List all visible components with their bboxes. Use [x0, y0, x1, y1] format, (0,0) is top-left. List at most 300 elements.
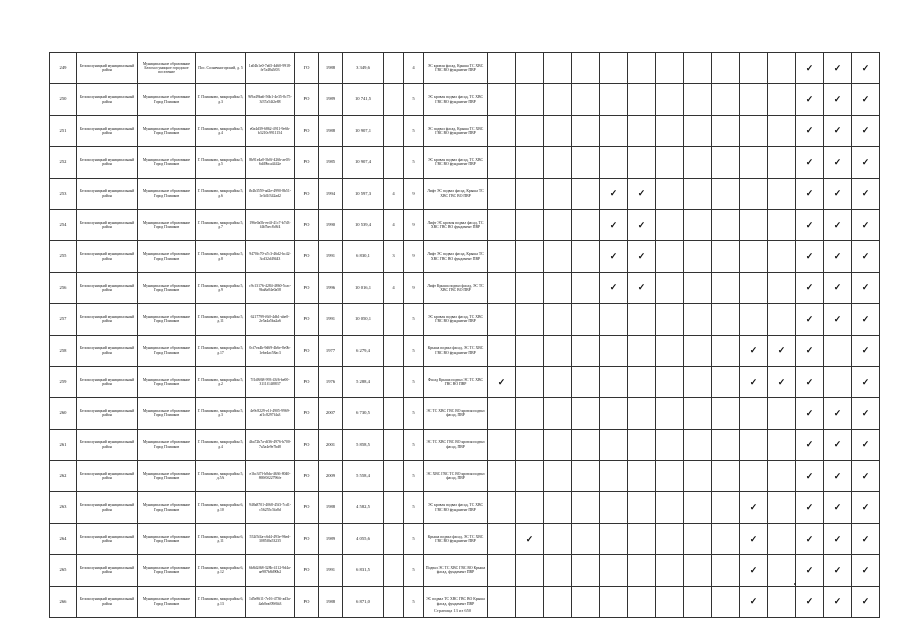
empty-work-cell	[684, 366, 712, 397]
row-number: 249	[50, 53, 77, 84]
floors-cell: 5	[404, 335, 424, 366]
empty-work-cell	[768, 492, 796, 523]
district-cell: Белохолуницкий муниципальный район	[77, 115, 138, 146]
address-cell: Г. Плишково, микрорайон 5, д.2	[196, 366, 246, 397]
empty-work-cell	[544, 461, 572, 492]
entrances-cell	[384, 461, 404, 492]
entrances-cell: 4	[384, 178, 404, 209]
empty-work-cell	[544, 147, 572, 178]
check-mark-icon: ✓	[824, 461, 852, 492]
empty-work-cell	[712, 178, 740, 209]
works-cell: ЭС кровля подвал фасад, ТС ХВС ГВС ВО фундамент ПВР	[424, 492, 488, 523]
check-mark-icon: ✓	[824, 429, 852, 460]
empty-work-cell	[712, 461, 740, 492]
empty-work-cell	[544, 209, 572, 240]
empty-work-cell	[600, 53, 628, 84]
empty-work-cell	[572, 398, 600, 429]
empty-work-cell	[740, 461, 768, 492]
empty-work-cell	[656, 335, 684, 366]
check-mark-icon: ✓	[796, 209, 824, 240]
floors-cell: 9	[404, 272, 424, 303]
empty-work-cell	[656, 241, 684, 272]
empty-work-cell	[544, 241, 572, 272]
check-mark-icon: ✓	[768, 366, 796, 397]
area-cell: 10 907,4	[343, 147, 384, 178]
empty-work-cell	[768, 429, 796, 460]
address-cell: Г. Плишково, микрорайон 5, д.3	[196, 84, 246, 115]
empty-work-cell	[628, 461, 656, 492]
empty-work-cell	[544, 429, 572, 460]
check-mark-icon: ✓	[796, 523, 824, 554]
settlement-cell: Муниципальное образование Город Плишков	[138, 492, 196, 523]
empty-work-cell	[768, 461, 796, 492]
table-row	[50, 492, 880, 523]
floors-cell: 5	[404, 398, 424, 429]
works-cell: Лифт ЭС подвал фасад, Крыша ТС ХВС ГВС ВО ПВР	[424, 178, 488, 209]
area-cell: 6 831,5	[343, 555, 384, 586]
tsk-cell: РО	[295, 304, 319, 335]
empty-work-cell	[600, 335, 628, 366]
row-number: 253	[50, 178, 77, 209]
works-cell: Лифт ЭС кровля подвал фасад, ТС ХВС ГВС ВО фундамент ПВР	[424, 209, 488, 240]
empty-work-cell	[712, 84, 740, 115]
floors-cell: 5	[404, 492, 424, 523]
address-cell: Г. Плишково, микрорайон 6, д.13	[196, 586, 246, 617]
empty-work-cell	[712, 147, 740, 178]
check-mark-icon: ✓	[796, 461, 824, 492]
area-cell: 4 055,6	[343, 523, 384, 554]
empty-work-cell	[488, 304, 516, 335]
check-mark-icon: ✓	[852, 461, 880, 492]
check-mark-icon: ✓	[824, 398, 852, 429]
empty-work-cell	[628, 304, 656, 335]
empty-work-cell	[628, 366, 656, 397]
area-cell: 4 582,5	[343, 492, 384, 523]
empty-work-cell	[516, 53, 544, 84]
settlement-cell: Муниципальное образование Город Плишков	[138, 366, 196, 397]
empty-work-cell	[712, 492, 740, 523]
empty-work-cell	[684, 209, 712, 240]
settlement-cell: Муниципальное образование Город Плишков	[138, 272, 196, 303]
year-cell: 1994	[319, 178, 343, 209]
address-cell: Пос. Солнечногорский, д. 5	[196, 53, 246, 84]
district-cell: Белохолуницкий муниципальный район	[77, 335, 138, 366]
tsk-cell: РО	[295, 586, 319, 617]
row-number: 255	[50, 241, 77, 272]
check-mark-icon: ✓	[824, 147, 852, 178]
tsk-cell: РО	[295, 272, 319, 303]
empty-work-cell	[768, 209, 796, 240]
district-cell: Белохолуницкий муниципальный район	[77, 461, 138, 492]
empty-work-cell	[516, 398, 544, 429]
empty-work-cell	[544, 304, 572, 335]
empty-work-cell	[712, 366, 740, 397]
empty-work-cell	[628, 147, 656, 178]
address-cell: Г. Плишково, микрорайон 5, д.5А	[196, 461, 246, 492]
check-mark-icon: ✓	[796, 84, 824, 115]
entrances-cell	[384, 429, 404, 460]
empty-work-cell	[628, 429, 656, 460]
uid-cell: 196e0a5b-ee4f-41c7-b7d3-f4b7bec8c8f4	[246, 209, 295, 240]
check-mark-icon: ✓	[824, 84, 852, 115]
tsk-cell: РО	[295, 209, 319, 240]
district-cell: Белохолуницкий муниципальный район	[77, 147, 138, 178]
empty-work-cell	[516, 115, 544, 146]
check-mark-icon: ✓	[796, 366, 824, 397]
check-mark-icon: ✓	[824, 555, 852, 586]
empty-work-cell	[600, 84, 628, 115]
empty-work-cell	[544, 272, 572, 303]
empty-work-cell	[516, 209, 544, 240]
check-mark-icon: ✓	[852, 53, 880, 84]
settlement-cell: Муниципальное образование Город Плишков	[138, 335, 196, 366]
entrances-cell	[384, 398, 404, 429]
floors-cell: 5	[404, 147, 424, 178]
empty-work-cell	[656, 304, 684, 335]
empty-work-cell	[572, 147, 600, 178]
check-mark-icon: ✓	[488, 366, 516, 397]
district-cell: Белохолуницкий муниципальный район	[77, 209, 138, 240]
check-mark-icon: ✓	[852, 178, 880, 209]
address-cell: Г. Плишково, микрорайон 5, д.17	[196, 335, 246, 366]
year-cell: 1977	[319, 335, 343, 366]
empty-work-cell	[488, 272, 516, 303]
table-row	[50, 53, 880, 84]
uid-cell: 8b91e4a0-5b0f-426b-ae03-6d49bca4442e	[246, 147, 295, 178]
table-row	[50, 84, 880, 115]
empty-work-cell	[712, 398, 740, 429]
check-mark-icon: ✓	[628, 178, 656, 209]
area-cell: 5 288,4	[343, 366, 384, 397]
empty-work-cell	[628, 115, 656, 146]
empty-work-cell	[712, 115, 740, 146]
empty-work-cell	[600, 461, 628, 492]
check-mark-icon: ✓	[796, 555, 824, 586]
check-mark-icon: ✓	[852, 147, 880, 178]
settlement-cell: Муниципальное образование Город Плишков	[138, 461, 196, 492]
empty-work-cell	[572, 366, 600, 397]
settlement-cell: Муниципальное образование Город Плишков	[138, 398, 196, 429]
empty-work-cell	[684, 304, 712, 335]
table-row	[50, 335, 880, 366]
check-mark-icon: ✓	[796, 304, 824, 335]
empty-work-cell	[516, 304, 544, 335]
empty-work-cell	[572, 492, 600, 523]
empty-work-cell	[544, 178, 572, 209]
check-mark-icon: ✓	[628, 241, 656, 272]
empty-work-cell	[600, 555, 628, 586]
empty-work-cell	[488, 84, 516, 115]
empty-work-cell	[740, 53, 768, 84]
empty-work-cell	[768, 178, 796, 209]
district-cell: Белохолуницкий муниципальный район	[77, 366, 138, 397]
table-body	[50, 53, 880, 618]
address-cell: Г. Плишково, микрорайон 5, д.7	[196, 209, 246, 240]
year-cell: 2009	[319, 461, 343, 492]
empty-work-cell	[544, 84, 572, 115]
uid-cell: 948a8701-4068-45f3-7cd1-c56255c5fa8d	[246, 492, 295, 523]
empty-work-cell	[516, 178, 544, 209]
entrances-cell	[384, 53, 404, 84]
empty-work-cell	[684, 272, 712, 303]
check-mark-icon: ✓	[824, 272, 852, 303]
empty-work-cell	[516, 461, 544, 492]
uid-cell: e1bc3f7f-b8da-4636-8040-869f0f22796fe	[246, 461, 295, 492]
district-cell: Белохолуницкий муниципальный район	[77, 272, 138, 303]
check-mark-icon: ✓	[796, 335, 824, 366]
check-mark-icon: ✓	[852, 115, 880, 146]
settlement-cell: Муниципальное образование Город Плишков	[138, 209, 196, 240]
check-mark-icon: ✓	[796, 147, 824, 178]
empty-work-cell	[740, 272, 768, 303]
empty-work-cell	[600, 147, 628, 178]
works-cell: ЭС кровля подвал фасад, ТС ХВС ГВС ВО фундамент ПВР	[424, 84, 488, 115]
empty-work-cell	[684, 115, 712, 146]
works-cell: ЭС ХВС ГВС ТС ВО кровля подвал фасад, ПВР	[424, 461, 488, 492]
empty-work-cell	[516, 147, 544, 178]
empty-work-cell	[516, 335, 544, 366]
table-row	[50, 209, 880, 240]
empty-work-cell	[712, 335, 740, 366]
check-mark-icon: ✓	[852, 492, 880, 523]
empty-work-cell	[572, 84, 600, 115]
row-number: 250	[50, 84, 77, 115]
check-mark-icon: ✓	[740, 586, 768, 617]
check-mark-icon: ✓	[796, 492, 824, 523]
empty-work-cell	[544, 366, 572, 397]
floors-cell: 5	[404, 366, 424, 397]
empty-work-cell	[684, 429, 712, 460]
empty-work-cell	[768, 241, 796, 272]
empty-work-cell	[768, 84, 796, 115]
year-cell: 1976	[319, 366, 343, 397]
row-number: 256	[50, 272, 77, 303]
empty-work-cell	[712, 209, 740, 240]
check-mark-icon: ✓	[740, 523, 768, 554]
entrances-cell	[384, 147, 404, 178]
empty-work-cell	[488, 209, 516, 240]
empty-work-cell	[768, 555, 796, 586]
empty-work-cell	[656, 84, 684, 115]
empty-work-cell	[684, 53, 712, 84]
address-cell: Г. Плишково, микрорайон 6, д.11	[196, 523, 246, 554]
year-cell: 2001	[319, 429, 343, 460]
floors-cell: 5	[404, 523, 424, 554]
row-number: 261	[50, 429, 77, 460]
works-cell: ЭС кровля фасад, Крыша ТС ХВС ГВС ВО фундамент ПВР	[424, 53, 488, 84]
empty-work-cell	[684, 178, 712, 209]
uid-cell: fb4b3559-ad2e-4990-8b51-1e3d1f342ad2	[246, 178, 295, 209]
check-mark-icon: ✓	[628, 209, 656, 240]
empty-work-cell	[656, 53, 684, 84]
empty-work-cell	[740, 84, 768, 115]
area-cell: 10 741,5	[343, 84, 384, 115]
empty-work-cell	[656, 461, 684, 492]
row-number: 265	[50, 555, 77, 586]
empty-work-cell	[488, 115, 516, 146]
address-cell: Г. Плишково, микрорайон 6, д.12	[196, 555, 246, 586]
empty-work-cell	[712, 523, 740, 554]
entrances-cell	[384, 335, 404, 366]
table-row	[50, 555, 880, 586]
empty-work-cell	[712, 241, 740, 272]
check-mark-icon: ✓	[824, 178, 852, 209]
check-mark-icon: ✓	[852, 241, 880, 272]
entrances-cell	[384, 115, 404, 146]
empty-work-cell	[488, 241, 516, 272]
empty-work-cell	[684, 84, 712, 115]
area-cell: 10 016,1	[343, 272, 384, 303]
area-cell: 6 730,5	[343, 398, 384, 429]
empty-work-cell	[740, 209, 768, 240]
tsk-cell: РО	[295, 398, 319, 429]
empty-work-cell	[488, 147, 516, 178]
works-cell: Крыша подвал фасад, ЭС ТС ХВС ГВС ВО фундамент ПВР	[424, 335, 488, 366]
uid-cell: 6217799-f6ff-4db1-abe0-2e5a4a5ba2a6	[246, 304, 295, 335]
check-mark-icon: ✓	[824, 53, 852, 84]
works-cell: Лифт Крыша подвал фасад, ЭС ТС ХВС ГВС ВО ПВР	[424, 272, 488, 303]
empty-work-cell	[712, 272, 740, 303]
entrances-cell	[384, 366, 404, 397]
empty-work-cell	[516, 241, 544, 272]
uid-cell: 4ba72b7a-df36-4976-b700-7a5a4e9e7bd8	[246, 429, 295, 460]
empty-work-cell	[516, 429, 544, 460]
check-mark-icon: ✓	[740, 335, 768, 366]
works-cell: ЭС ТС ХВС ГВС ВО кровля подвал фасад, ПВР	[424, 398, 488, 429]
empty-work-cell	[740, 304, 768, 335]
works-cell: Фасад Крыша подвал ЭС ТС ХВС ГВС ВО ПВР	[424, 366, 488, 397]
table-row	[50, 241, 880, 272]
uid-cell: 552f5f4a-c6d4-493e-96ed-3085f0a53235	[246, 523, 295, 554]
row-number: 262	[50, 461, 77, 492]
works-cell: ЭС ТС ХВС ГВС ВО кровля подвал фасад, ПВР	[424, 429, 488, 460]
empty-work-cell	[572, 304, 600, 335]
check-mark-icon: ✓	[852, 304, 880, 335]
area-cell: 10 597,3	[343, 178, 384, 209]
housing-register-table	[49, 52, 880, 618]
empty-work-cell	[740, 241, 768, 272]
tsk-cell: РО	[295, 115, 319, 146]
empty-work-cell	[656, 209, 684, 240]
address-cell: Г. Плишково, микрорайон 5, д.4	[196, 429, 246, 460]
check-mark-icon: ✓	[852, 272, 880, 303]
check-mark-icon: ✓	[824, 209, 852, 240]
tsk-cell: ГО	[295, 53, 319, 84]
row-number: 254	[50, 209, 77, 240]
row-number: 251	[50, 115, 77, 146]
floors-cell: 5	[404, 115, 424, 146]
empty-work-cell	[712, 429, 740, 460]
address-cell: Г. Плишково, микрорайон 5, д.3	[196, 398, 246, 429]
floors-cell: 5	[404, 461, 424, 492]
tsk-cell: РО	[295, 555, 319, 586]
settlement-cell: Муниципальное образование Город Плишков	[138, 304, 196, 335]
floors-cell: 9	[404, 241, 424, 272]
uid-cell: 9470fc70-a7c3-46d2-bc42-3cd32d49443	[246, 241, 295, 272]
empty-work-cell	[684, 147, 712, 178]
tsk-cell: РО	[295, 178, 319, 209]
table-row	[50, 178, 880, 209]
settlement-cell: Муниципальное образование Белохол уницкое городское поселение	[138, 53, 196, 84]
district-cell: Белохолуницкий муниципальный район	[77, 398, 138, 429]
table-row	[50, 147, 880, 178]
tsk-cell: РО	[295, 492, 319, 523]
check-mark-icon: ✓	[740, 492, 768, 523]
uid-cell: 9f9a49ba6-56b1-4e35-8c75-3f37a54f2e88	[246, 84, 295, 115]
year-cell: 1991	[319, 241, 343, 272]
check-mark-icon: ✓	[852, 335, 880, 366]
empty-work-cell	[544, 53, 572, 84]
area-cell: 6 871,0	[343, 586, 384, 617]
check-mark-icon: ✓	[824, 304, 852, 335]
check-mark-icon: ✓	[768, 335, 796, 366]
empty-work-cell	[684, 523, 712, 554]
area-cell: 5 858,5	[343, 429, 384, 460]
works-cell: Подвал ЭС ТС ХВС ГВС ВО Крыша фасад, фундамент ПВР	[424, 555, 488, 586]
works-cell: ЭС подвал фасад, Крыша ТС ХВС ГВС ВО фундамент ПВР	[424, 115, 488, 146]
area-cell: 10 050,1	[343, 304, 384, 335]
empty-work-cell	[740, 429, 768, 460]
empty-work-cell	[488, 523, 516, 554]
table-row	[50, 398, 880, 429]
empty-work-cell	[824, 335, 852, 366]
page-footer: Страница 13 из 650	[433, 608, 472, 613]
district-cell: Белохолуницкий муниципальный район	[77, 304, 138, 335]
empty-work-cell	[656, 429, 684, 460]
tsk-cell: РО	[295, 241, 319, 272]
empty-work-cell	[544, 492, 572, 523]
empty-work-cell	[488, 461, 516, 492]
empty-work-cell	[628, 523, 656, 554]
address-cell: Г. Плишково, микрорайон 5, д.5	[196, 147, 246, 178]
district-cell: Белохолуницкий муниципальный район	[77, 429, 138, 460]
empty-work-cell	[684, 555, 712, 586]
tsk-cell: РО	[295, 523, 319, 554]
check-mark-icon: ✓	[600, 209, 628, 240]
empty-work-cell	[600, 115, 628, 146]
check-mark-icon: ✓	[628, 272, 656, 303]
empty-work-cell	[768, 53, 796, 84]
row-number: 252	[50, 147, 77, 178]
empty-work-cell	[684, 335, 712, 366]
year-cell: 1991	[319, 304, 343, 335]
empty-work-cell	[488, 398, 516, 429]
empty-work-cell	[600, 398, 628, 429]
settlement-cell: Муниципальное образование Город Плишков	[138, 429, 196, 460]
empty-work-cell	[656, 147, 684, 178]
empty-work-cell	[740, 178, 768, 209]
uid-cell: 4e9c8229-e1f-4905-9969-af1c8297f4a3	[246, 398, 295, 429]
area-cell: 6 279,4	[343, 335, 384, 366]
empty-work-cell	[572, 335, 600, 366]
year-cell: 1988	[319, 586, 343, 617]
empty-work-cell	[544, 398, 572, 429]
check-mark-icon: ✓	[600, 241, 628, 272]
floors-cell: 9	[404, 178, 424, 209]
tsk-cell: РО	[295, 335, 319, 366]
check-mark-icon: ✓	[796, 178, 824, 209]
floors-cell: 5	[404, 429, 424, 460]
check-mark-icon: ✓	[824, 586, 852, 617]
check-mark-icon: ✓	[852, 398, 880, 429]
empty-work-cell	[572, 555, 600, 586]
year-cell: 1989	[319, 523, 343, 554]
empty-work-cell	[656, 115, 684, 146]
empty-work-cell	[824, 366, 852, 397]
floors-cell: 5	[404, 555, 424, 586]
check-mark-icon: ✓	[824, 523, 852, 554]
check-mark-icon: ✓	[852, 84, 880, 115]
